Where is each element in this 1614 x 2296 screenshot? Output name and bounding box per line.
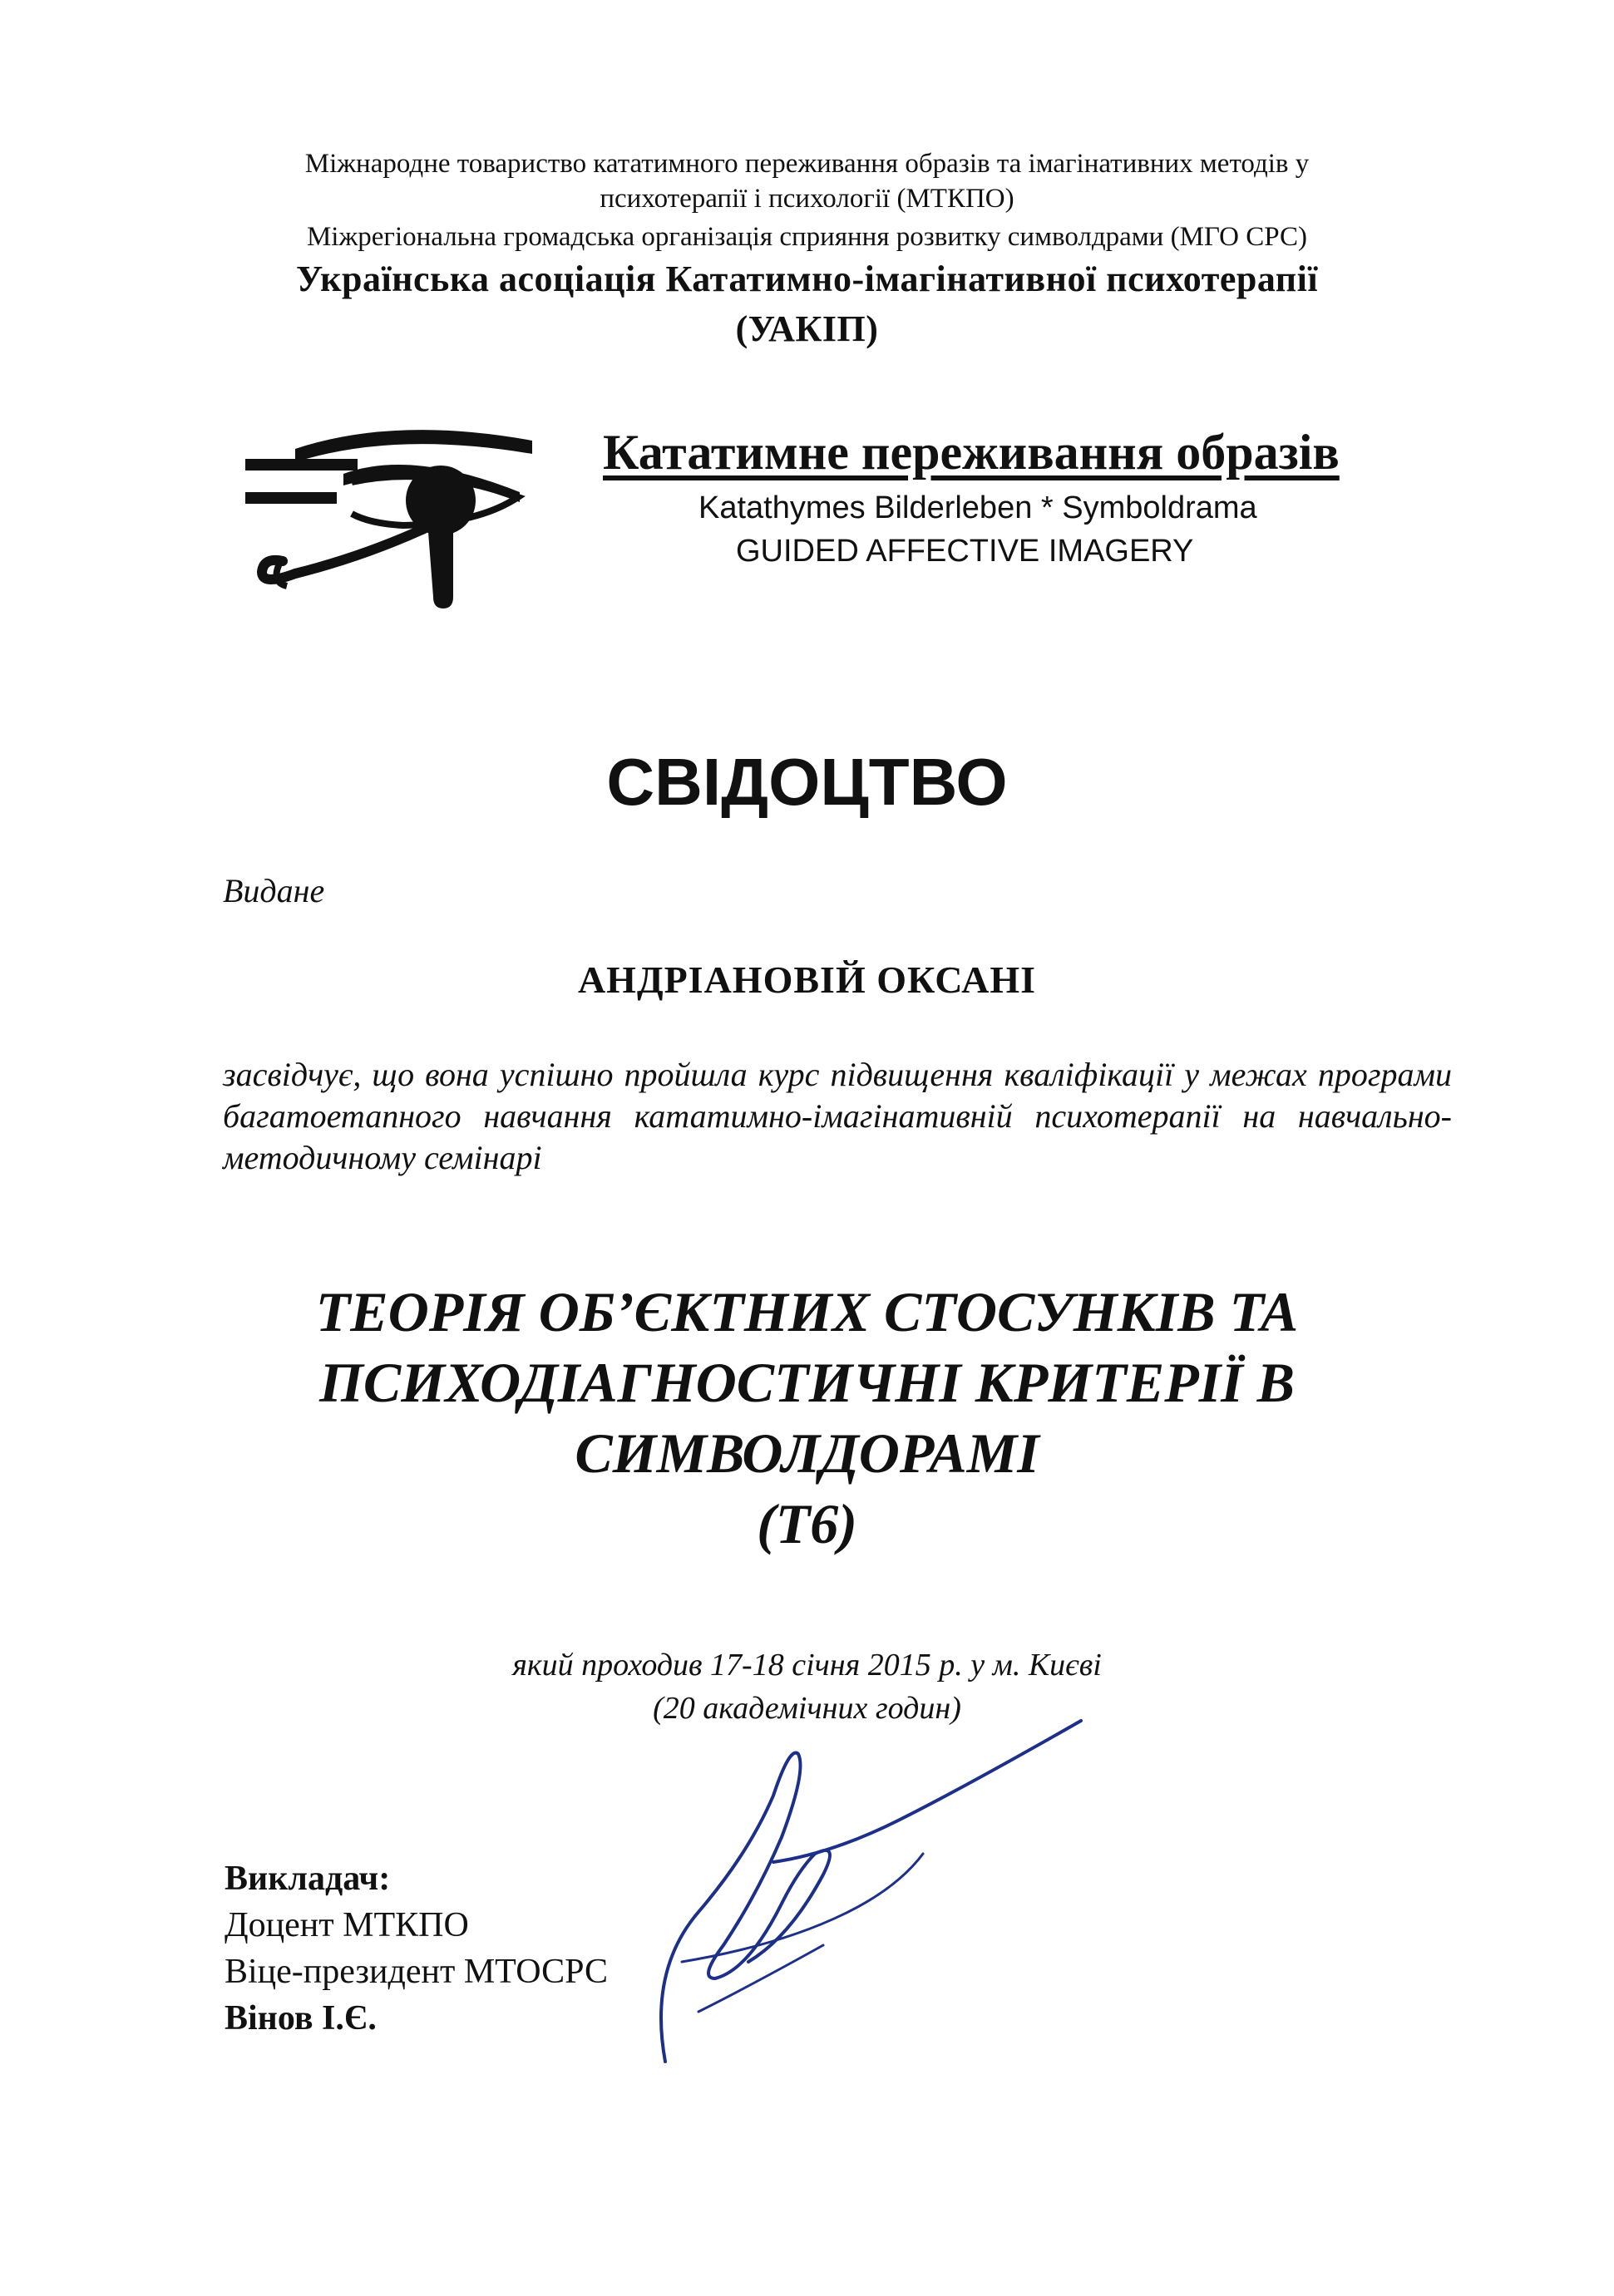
association-line-1: Українська асоціація Кататимно-імагінативної психотерапії [295, 259, 1319, 299]
association-line-2: (УАКІП) [735, 308, 879, 349]
seminar-code: (Т6) [757, 1492, 857, 1555]
seminar-title-line-3: СИМВОЛДОРАМІ [575, 1421, 1039, 1485]
org-line-1: Міжнародне товариство кататимного переживання образів та імагінативних методів у [304, 149, 1310, 179]
logo-subtitle-2: GUIDED AFFECTIVE IMAGERY [736, 534, 1194, 569]
certificate-body: засвідчує, що вона успішно пройшла курс підвищення кваліфікації у межах програми багатоетапного навчання кататимно-імагінативній психотерапії на навчально-методичному семінарі [223, 1056, 1452, 1176]
logo-subtitle-1: Katathymes Bilderleben * Symboldrama [698, 490, 1257, 525]
instructor-position-2: Віце-президент МТОСРС [225, 1953, 609, 1991]
eye-of-horus-icon [245, 416, 536, 615]
instructor-name: Вінов І.Є. [225, 1999, 377, 2037]
certificate-title: СВІДОЦТВО [606, 745, 1008, 819]
seminar-title-line-2: ПСИХОДІАГНОСТИЧНІ КРИТЕРІЇ В [318, 1351, 1296, 1414]
org-line-3: Міжрегіональна громадська організація сприяння розвитку символдрами (МГО СРС) [306, 222, 1308, 252]
instructor-label: Викладач: [225, 1860, 391, 1898]
signature-icon [649, 1696, 1114, 2078]
logo-title: Кататимне переживання образів [603, 425, 1340, 480]
event-line: який проходив 17-18 січня 2015 р. у м. Києві [512, 1648, 1102, 1683]
recipient-name: АНДРІАНОВІЙ ОКСАНІ [577, 958, 1037, 1001]
instructor-block [225, 1855, 608, 2042]
seminar-title-line-1: ТЕОРІЯ ОБ’ЄКТНИХ СТОСУНКІВ ТА [315, 1280, 1299, 1343]
hours-line: (20 академічних годин) [653, 1691, 961, 1726]
instructor-position-1: Доцент МТКПО [225, 1906, 469, 1944]
org-line-2: психотерапії і психології (МТКПО) [600, 184, 1014, 214]
issued-label: Видане [223, 872, 325, 909]
